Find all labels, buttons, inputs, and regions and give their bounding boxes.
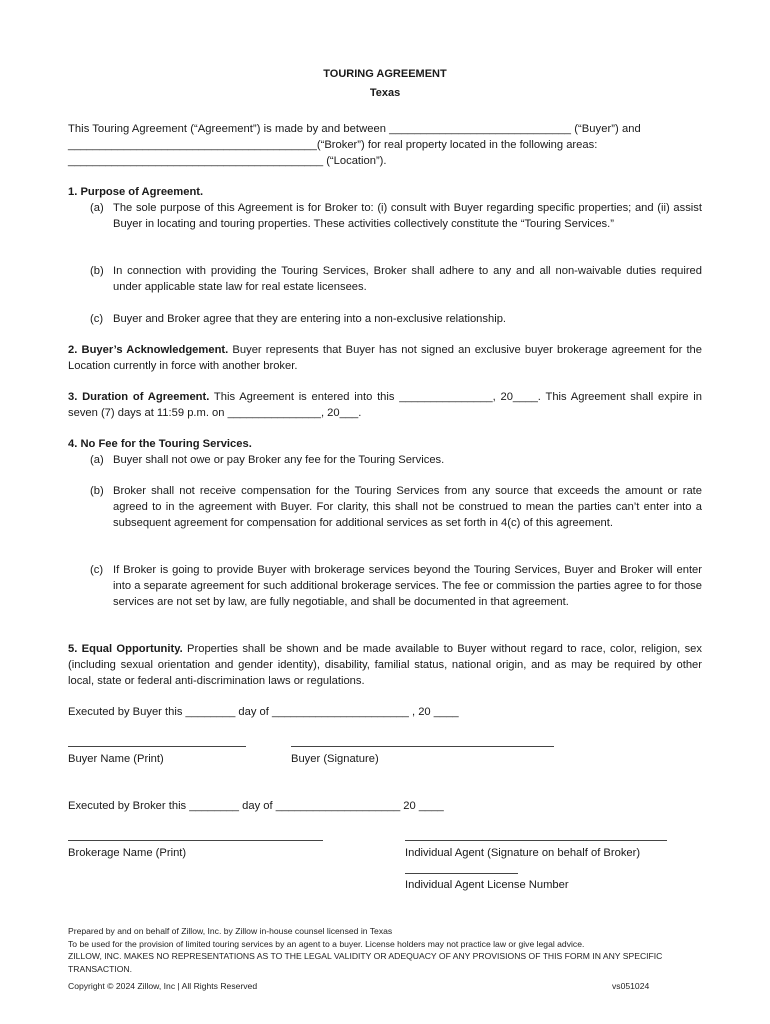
section-4b-text: Broker shall not receive compensation for the Touring Services from any source that exceeds the amount or rate agreed to in the agreement with Buyer. For clarity, this shall not be construed to mean the parties can’t enter into a subsequent agreement for compensation for additional services as set forth in 4(c) of this agreement. [113,485,702,529]
section-1b-text: In connection with providing the Touring Services, Broker shall adhere to any and all non-waivable duties required under applicable state law for real estate licensees. [113,265,702,293]
section-5-text: Properties shall be shown and be made available to Buyer without regard to race, color, religion, sex (including sexual orientation and gender identity), disability, familial status, national origin, and as may be required by other local, state or federal anti-discrimination laws or regulations. [68,643,703,687]
section-2 [68,342,702,374]
section-4-heading: 4. No Fee for the Touring Services. [68,438,252,450]
section-2-heading: 2. Buyer’s Acknowledgement. [68,344,229,356]
footer-prepared-by: Prepared by and on behalf of Zillow, Inc. by Zillow in-house counsel licensed in Texas [68,926,393,936]
buyer-executed-line: Executed by Buyer this ________ day of ______________________ , 20 ____ [68,706,459,718]
section-1b-mark: (b) [90,265,104,277]
intro-line-2: ________________________________________(“Broker”) for real property located in the following areas: [68,139,598,151]
section-5-heading: 5. Equal Opportunity. [68,643,183,655]
section-5 [68,641,702,689]
agent-license-label: Individual Agent License Number [405,879,569,891]
buyer-name-line[interactable] [68,746,246,747]
section-4b [90,483,702,547]
section-4c-mark: (c) [90,564,104,576]
section-2-text: Buyer represents that Buyer has not signed an exclusive buyer brokerage agreement for the Location currently in force with another broker. [68,344,703,372]
brokerage-name-label: Brokerage Name (Print) [68,847,187,859]
section-4c [90,562,702,626]
section-3-heading: 3. Duration of Agreement. [68,391,210,403]
footer-copyright: Copyright © 2024 Zillow, Inc | All Rights Reserved [68,981,258,991]
intro-line-1: This Touring Agreement (“Agreement”) is made by and between _____________________________ (“Buyer”) and [68,123,641,135]
broker-executed-line: Executed by Broker this ________ day of ____________________ 20 ____ [68,800,444,812]
section-3 [68,389,702,421]
brokerage-name-line[interactable] [68,840,323,841]
section-3-text: This Agreement is entered into this _______________, 20____. This Agreement shall expire in seven (7) days at 11:59 p.m. on _______________, 20___. [68,391,702,419]
buyer-name-label: Buyer Name (Print) [68,753,164,765]
section-1a [90,200,702,248]
section-1a-mark: (a) [90,202,104,214]
section-1c-mark: (c) [90,313,104,325]
agent-signature-label: Individual Agent (Signature on behalf of Broker) [405,847,641,859]
footer-notes [68,925,688,975]
footer-disclaimer: ZILLOW, INC. MAKES NO REPRESENTATIONS AS TO THE LEGAL VALIDITY OR ADEQUACY OF ANY PROVISIONS OF THIS FORM IN ANY SPECIFIC TRANSACTION. [68,951,663,974]
section-4c-text: If Broker is going to provide Buyer with brokerage services beyond the Touring Services, Buyer and Broker will enter into a separate agreement for such additional brokerage services. The fee or commission the parties agree to for those services are not set by law, are fully negotiable, and shall be documented in that agreement. [113,564,702,608]
intro-line-3: _________________________________________ (“Location”). [68,155,387,167]
document-subtitle: Texas [369,87,401,99]
buyer-signature-line[interactable] [291,746,554,747]
section-4a [90,452,702,468]
document-title: TOURING AGREEMENT [323,68,447,80]
section-1b [90,263,702,295]
buyer-signature-label: Buyer (Signature) [291,753,379,765]
agent-license-line[interactable] [405,873,518,874]
section-1c-text: Buyer and Broker agree that they are entering into a non-exclusive relationship. [113,313,507,325]
footer-version: vs051024 [612,981,650,991]
section-1c [90,311,702,327]
section-4a-mark: (a) [90,454,104,466]
section-4a-text: Buyer shall not owe or pay Broker any fee for the Touring Services. [113,454,445,466]
agent-signature-line[interactable] [405,840,667,841]
section-1-heading: 1. Purpose of Agreement. [68,186,204,198]
section-1a-text: The sole purpose of this Agreement is for Broker to: (i) consult with Buyer regarding specific properties; and (ii) assist Buyer in locating and touring properties. These activities collectively constitute the “Touring Services.” [113,202,702,230]
section-4b-mark: (b) [90,485,104,497]
footer-usage-note: To be used for the provision of limited touring services by an agent to a buyer. License holders may not practice law or give legal advice. [68,938,585,949]
